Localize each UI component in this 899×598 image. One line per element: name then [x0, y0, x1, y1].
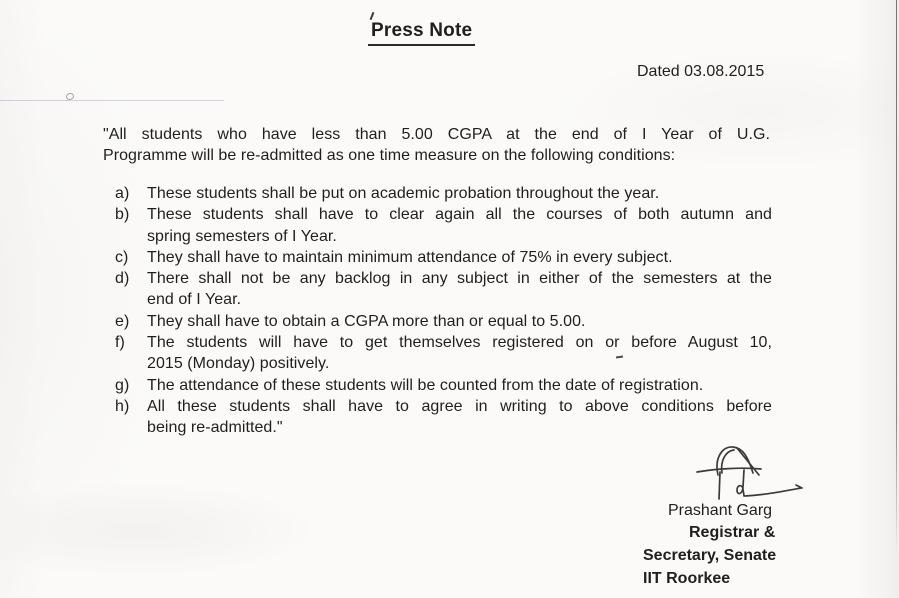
scan-edge-line-artifact: [896, 0, 897, 556]
list-item-e: [115, 311, 772, 332]
list-item-line: These students shall be put on academic probation throughout the year.: [147, 185, 660, 202]
list-item-line: These students shall have to clear again all the courses of both autumn and: [147, 206, 772, 224]
list-item-line: 2015 (Monday) positively.: [147, 355, 330, 373]
list-item-h: [115, 396, 772, 439]
list-item-b: [115, 204, 772, 247]
signatory-designation-2: Secretary, Senate: [643, 547, 777, 564]
list-item-c: [115, 247, 772, 268]
list-item-f: [115, 332, 772, 375]
page-title: Press Note: [368, 20, 475, 46]
list-marker: g): [115, 376, 130, 394]
list-item-line: spring semesters of I Year.: [147, 227, 337, 245]
list-item-line: There shall not be any backlog in any subject in either of the semesters at the: [147, 270, 772, 288]
list-marker: d): [115, 270, 130, 288]
list-item-g: [115, 375, 772, 396]
list-item-line: The students will have to get themselves registered on or before August 10,: [147, 334, 772, 352]
list-marker: c): [115, 248, 129, 266]
list-item-line: They shall have to maintain minimum attendance of 75% in every subject.: [147, 248, 673, 266]
list-item-a: [115, 183, 772, 204]
list-item-line: All these students shall have to agree in writing to above conditions before: [147, 397, 772, 415]
intro-line: "All students who have less than 5.00 CGPA at the end of I Year of U.G.: [103, 126, 770, 143]
scan-stray-tick-artifact: [370, 12, 375, 20]
list-item-line: The attendance of these students will be counted from the date of registration.: [147, 376, 704, 394]
signatory-designation-1: Registrar &: [689, 524, 776, 541]
list-item-line: being re-admitted.": [147, 419, 283, 437]
list-marker: e): [115, 312, 130, 330]
signatory-designation-3: IIT Roorkee: [643, 570, 731, 587]
list-item-line: end of I Year.: [147, 291, 242, 309]
intro-paragraph: [103, 124, 770, 167]
date-line: Dated 03.08.2015: [637, 63, 765, 80]
scan-line-artifact: [0, 100, 224, 101]
conditions-list: [115, 183, 772, 439]
list-marker: h): [115, 397, 130, 415]
list-marker: b): [115, 206, 130, 224]
list-marker: f): [115, 334, 125, 352]
signatory-name: Prashant Garg: [668, 502, 773, 519]
intro-line: Programme will be re-admitted as one time measure on the following conditions:: [103, 147, 676, 165]
list-item-d: [115, 268, 772, 311]
list-item-line: They shall have to obtain a CGPA more than or equal to 5.00.: [147, 312, 586, 330]
list-marker: a): [115, 185, 130, 202]
handwritten-signature-ink: [693, 443, 813, 503]
